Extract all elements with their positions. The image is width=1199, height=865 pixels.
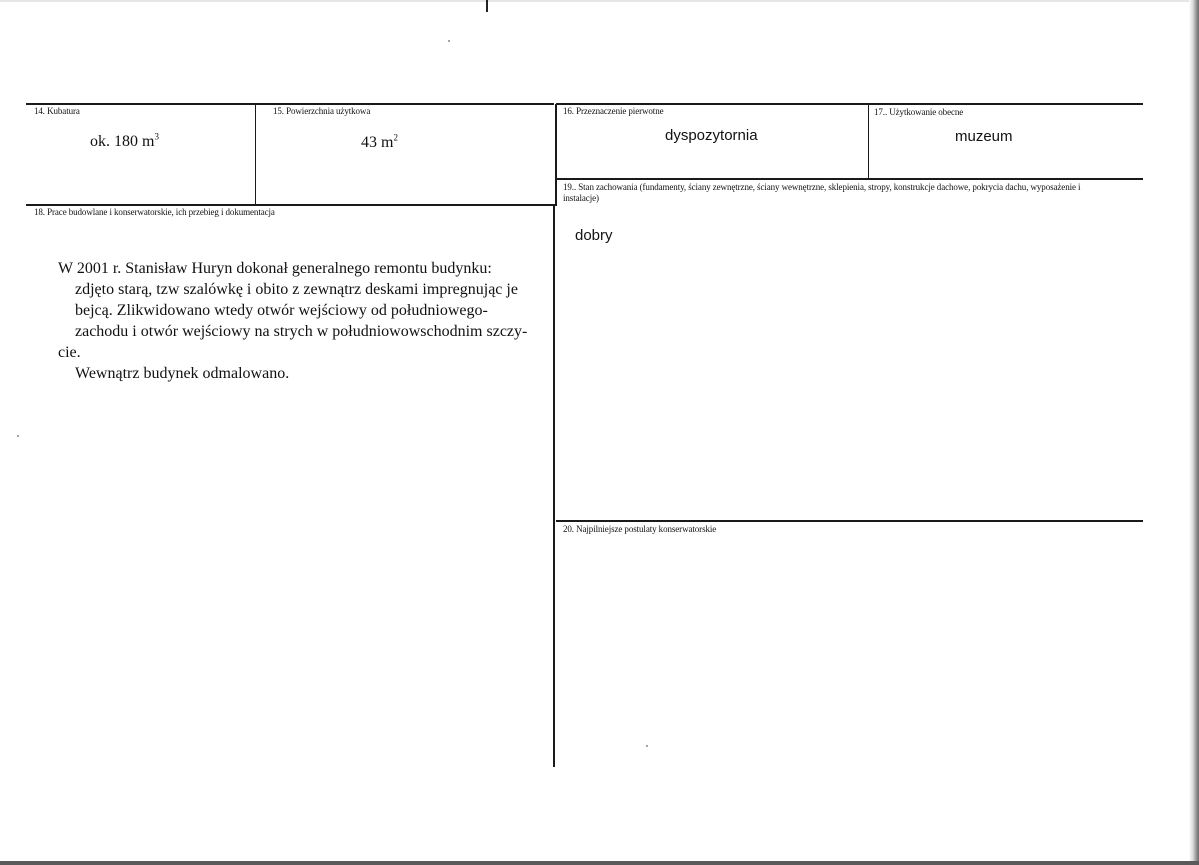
field-19-value: dobry (575, 227, 613, 244)
rule-above-19 (556, 178, 1143, 180)
rule-above-18 (26, 204, 555, 206)
scan-top-mark (486, 0, 488, 12)
rule-divider-16-17 (868, 104, 869, 178)
rule-main-vertical (553, 206, 555, 767)
rule-top-left (26, 103, 554, 105)
field-15-value-text: 43 m (361, 134, 394, 151)
field-18-line: W 2001 r. Stanisław Huryn dokonał generalnego remontu budynku: (58, 260, 492, 277)
field-16-value: dyspozytornia (665, 127, 758, 144)
rule-above-20 (556, 520, 1143, 522)
field-15-value (361, 134, 398, 152)
rule-divider-15-16 (555, 104, 557, 206)
scan-speck (448, 40, 450, 42)
rule-divider-14-15 (255, 104, 256, 204)
rule-top-right (556, 103, 1143, 105)
field-18-line: cie. (58, 344, 81, 361)
field-17-value: muzeum (955, 128, 1013, 145)
scan-bottom-edge (0, 861, 1199, 865)
scan-right-edge (1189, 0, 1199, 865)
scan-speck (17, 435, 19, 437)
field-19-label: 19.. Stan zachowania (fundamenty, ściany zewnętrzne, ściany wewnętrzne, sklepienia, stropy, konstrukcje dachowe, pokrycia dachu, wyposażenie i instalacje) (563, 182, 1081, 203)
field-14-unit-exponent: 3 (154, 131, 159, 142)
field-15-label: 15. Powierzchnia użytkowa (273, 106, 371, 116)
scan-speck (646, 745, 648, 747)
field-18-line: Wewnątrz budynek odmalowano. (75, 365, 290, 382)
field-16-label: 16. Przeznaczenie pierwotne (563, 106, 664, 116)
field-14-value-text: ok. 180 m (90, 133, 155, 150)
field-15-unit-exponent: 2 (393, 132, 398, 143)
field-14-value (90, 133, 159, 151)
field-18-line: zdjęto starą, tzw szalówkę i obito z zewnątrz deskami impregnując je (75, 281, 518, 298)
field-18-label: 18. Prace budowlane i konserwatorskie, ich przebieg i dokumentacja (34, 207, 275, 217)
field-18-line: zachodu i otwór wejściowy na strych w południowowschodnim szczy- (75, 323, 528, 340)
field-20-label: 20. Najpilniejsze postulaty konserwatorskie (563, 524, 717, 534)
field-17-label: 17.. Użytkowanie obecne (874, 107, 964, 117)
field-18-line: bejcą. Zlikwidowano wtedy otwór wejściowy od południowego- (75, 302, 488, 319)
scan-top-edge (0, 0, 1199, 2)
field-14-label: 14. Kubatura (34, 106, 80, 116)
field-18-paragraph (58, 258, 543, 384)
